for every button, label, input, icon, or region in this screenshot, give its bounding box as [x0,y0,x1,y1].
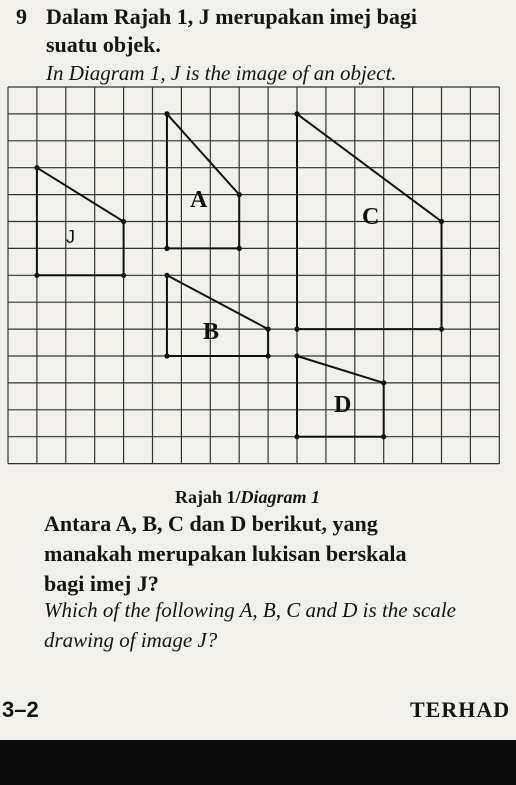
shape-a-vertex [164,246,169,251]
prompt-english-line-2: drawing of image J? [44,628,218,652]
shape-j-vertex [121,273,126,278]
prompt-line-2: manakah merupakan lukisan berskala [44,541,407,566]
page-number: 3–2 [2,697,39,722]
classification-label: TERHAD [410,697,511,722]
shape-c-vertex [294,111,299,116]
label-a: A [190,187,208,213]
shape-a-vertex [164,111,169,116]
shape-a [167,114,239,249]
question-number: 9 [16,4,27,29]
diagram-figure [0,80,516,480]
shape-j-vertex [34,273,39,278]
label-b: B [203,319,220,345]
question-line-english: In Diagram 1, J is the image of an object. [46,61,397,85]
diagram-caption: Rajah 1/Diagram 1 [175,487,321,507]
label-d: D [334,392,352,418]
prompt-english-line-1: Which of the following A, B, C and D is the scale [44,598,456,622]
shape-b-vertex [164,353,169,358]
prompt-line-3: bagi imej J? [44,571,159,596]
shape-c-vertex [439,327,444,332]
question-line-2: suatu objek. [46,32,161,57]
shape-c-vertex [294,327,299,332]
shape-d-vertex [294,353,299,358]
shape-d-vertex [381,434,386,439]
shape-a-vertex [237,192,242,197]
label-c: C [362,204,380,230]
shape-b-vertex [164,273,169,278]
shape-d-vertex [294,434,299,439]
shape-d-vertex [381,380,386,385]
shape-j-vertex [34,165,39,170]
shape-c-vertex [439,219,444,224]
shape-b-vertex [266,327,271,332]
shape-b-vertex [266,353,271,358]
shape-a-vertex [237,246,242,251]
prompt-line-1: Antara A, B, C dan D berikut, yang [44,511,378,536]
label-j: J [66,227,75,247]
shape-j-vertex [121,219,126,224]
question-line-1: Dalam Rajah 1, J merupakan imej bagi [46,4,417,29]
bottom-edge [0,740,516,785]
